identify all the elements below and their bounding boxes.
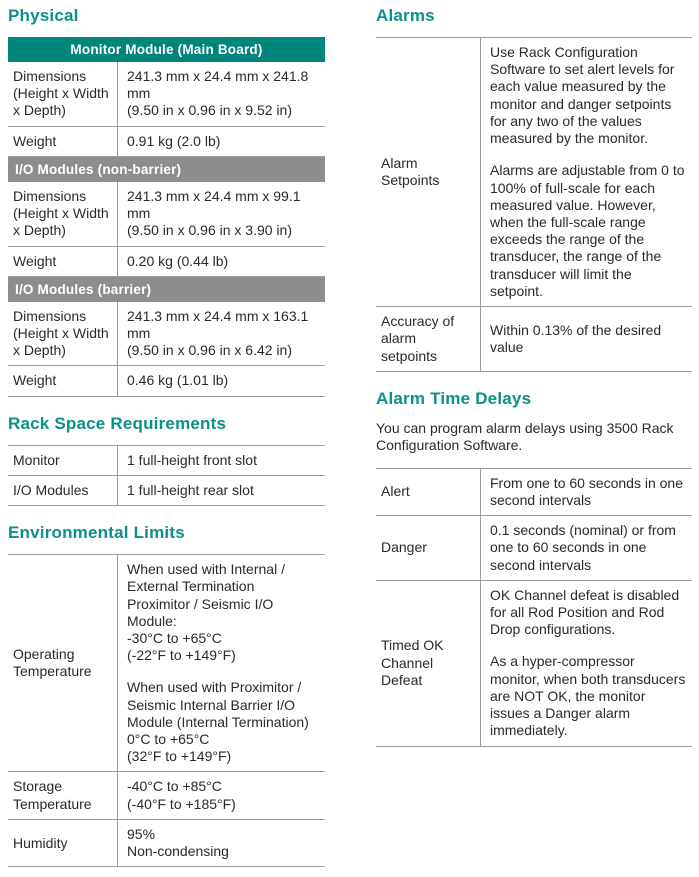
value-paragraph <box>127 482 321 499</box>
row-value <box>118 62 325 126</box>
value-line: Non-condensing <box>127 843 229 860</box>
row-label: Alert <box>376 469 481 515</box>
table-row <box>376 37 692 307</box>
row-label: Weight <box>8 366 118 395</box>
value-line: (9.50 in x 0.96 in x 6.42 in) <box>127 342 292 359</box>
spec-table <box>8 37 325 397</box>
table-row <box>8 182 325 247</box>
table-row <box>8 62 325 127</box>
value-paragraph <box>127 68 321 120</box>
intro-text: You can program alarm delays using 3500 Rack Configuration Software. <box>376 419 674 454</box>
value-paragraph <box>127 679 321 765</box>
value-line: 0°C to +65°C <box>127 731 210 748</box>
section-heading: Environmental Limits <box>8 523 185 543</box>
row-label: Accuracy of alarm setpoints <box>376 307 481 371</box>
table-row <box>8 820 325 867</box>
value-line: Within 0.13% of the desired value <box>490 321 662 355</box>
value-line: -40°C to +85°C <box>127 778 222 795</box>
spec-table <box>376 468 692 747</box>
table-row <box>8 247 325 277</box>
row-value <box>118 555 325 771</box>
left-column <box>8 4 325 867</box>
value-line: When used with Proximitor / Seismic Internal Barrier I/O Module (Internal Termination) <box>127 679 309 730</box>
value-paragraph <box>127 561 321 664</box>
value-paragraph <box>127 372 321 389</box>
value-paragraph <box>127 826 321 860</box>
row-label: Monitor <box>8 446 118 475</box>
row-value <box>118 476 325 505</box>
table-row <box>8 127 325 157</box>
group-header-band: I/O Modules (non-barrier) <box>8 157 325 182</box>
section-heading: Physical <box>8 6 79 25</box>
value-line: 241.3 mm x 24.4 mm x 163.1 mm <box>127 307 309 341</box>
spec-table <box>376 37 692 372</box>
table-row <box>8 554 325 772</box>
table-row <box>8 302 325 367</box>
row-value <box>118 302 325 366</box>
value-line: When used with Internal / External Termination Proximitor / Seismic I/O Module: <box>127 561 285 629</box>
value-paragraph <box>490 475 688 509</box>
value-line: Use Rack Configuration Software to set alert levels for each value measured by the monitor and danger setpoints for any two of the values measured by the monitor. <box>490 44 675 147</box>
row-label: Weight <box>8 127 118 156</box>
value-paragraph <box>490 322 688 356</box>
row-value <box>118 247 325 276</box>
row-label: Dimensions (Height x Width x Depth) <box>8 62 118 126</box>
row-label: Alarm Setpoints <box>376 38 481 306</box>
value-line: -30°C to +65°C <box>127 629 222 646</box>
row-value <box>118 366 325 395</box>
row-label: Timed OK Channel Defeat <box>376 581 481 746</box>
value-line: OK Channel defeat is disabled for all Rod Position and Rod Drop configurations. <box>490 586 680 638</box>
table-row <box>8 445 325 476</box>
row-label: Operating Temperature <box>8 555 118 771</box>
value-line: 0.46 kg (1.01 lb) <box>127 372 229 389</box>
row-label: Dimensions (Height x Width x Depth) <box>8 302 118 366</box>
value-paragraph <box>127 253 321 270</box>
value-line: (9.50 in x 0.96 in x 3.90 in) <box>127 222 292 239</box>
value-line: (-40°F to +185°F) <box>127 795 236 812</box>
value-paragraph <box>127 308 321 360</box>
row-value <box>118 182 325 246</box>
value-paragraph <box>127 778 321 812</box>
row-value <box>481 38 692 306</box>
value-paragraph <box>490 587 688 639</box>
table-row <box>8 772 325 819</box>
value-line: Alarms are adjustable from 0 to 100% of full-scale for each measured value. However, when the full-scale range exceeds the range of the transducer, the range of the transducer will limit the setpoint. <box>490 162 685 299</box>
value-line: 0.1 seconds (nominal) or from one to 60 seconds in one second intervals <box>490 522 676 573</box>
row-label: Humidity <box>8 820 118 866</box>
section-heading: Alarms <box>376 6 435 25</box>
value-line: 1 full-height rear slot <box>127 481 254 498</box>
table-row <box>376 516 692 581</box>
value-line: From one to 60 seconds in one second intervals <box>490 474 684 508</box>
value-paragraph <box>127 188 321 240</box>
value-paragraph <box>127 452 321 469</box>
value-paragraph <box>490 162 688 300</box>
spec-sheet-page <box>8 4 691 867</box>
table-row <box>8 366 325 396</box>
value-line: 0.20 kg (0.44 lb) <box>127 252 229 269</box>
row-value <box>481 307 692 371</box>
table-row <box>8 476 325 506</box>
value-line: (9.50 in x 0.96 in x 9.52 in) <box>127 102 292 119</box>
spec-table <box>8 445 325 506</box>
section-heading: Rack Space Requirements <box>8 413 227 433</box>
row-value <box>481 469 692 515</box>
value-paragraph <box>490 522 688 574</box>
value-line: 241.3 mm x 24.4 mm x 241.8 mm <box>127 68 309 102</box>
row-value <box>118 127 325 156</box>
value-paragraph <box>490 653 688 739</box>
value-line: 1 full-height front slot <box>127 451 257 468</box>
row-value <box>118 772 325 818</box>
row-label: I/O Modules <box>8 476 118 505</box>
value-line: 95% <box>127 825 156 842</box>
row-label: Dimensions (Height x Width x Depth) <box>8 182 118 246</box>
row-value <box>118 820 325 866</box>
group-header-band: Monitor Module (Main Board) <box>8 37 325 62</box>
value-line: (-22°F to +149°F) <box>127 647 236 664</box>
value-line: As a hyper-compressor monitor, when both transducers are NOT OK, the monitor issues a Danger alarm immediately. <box>490 653 686 739</box>
row-value <box>481 516 692 580</box>
value-paragraph <box>127 133 321 150</box>
section-heading: Alarm Time Delays <box>376 388 532 408</box>
row-label: Weight <box>8 247 118 276</box>
table-row <box>376 581 692 747</box>
row-value <box>118 446 325 475</box>
row-label: Danger <box>376 516 481 580</box>
table-row <box>376 468 692 516</box>
value-paragraph <box>490 44 688 147</box>
value-line: (32°F to +149°F) <box>127 748 232 765</box>
row-label: Storage Temperature <box>8 772 118 818</box>
row-value <box>481 581 692 746</box>
table-row <box>376 307 692 372</box>
right-column <box>376 4 692 747</box>
spec-table <box>8 554 325 867</box>
value-line: 0.91 kg (2.0 lb) <box>127 132 221 149</box>
group-header-band: I/O Modules (barrier) <box>8 277 325 302</box>
value-line: 241.3 mm x 24.4 mm x 99.1 mm <box>127 187 301 222</box>
